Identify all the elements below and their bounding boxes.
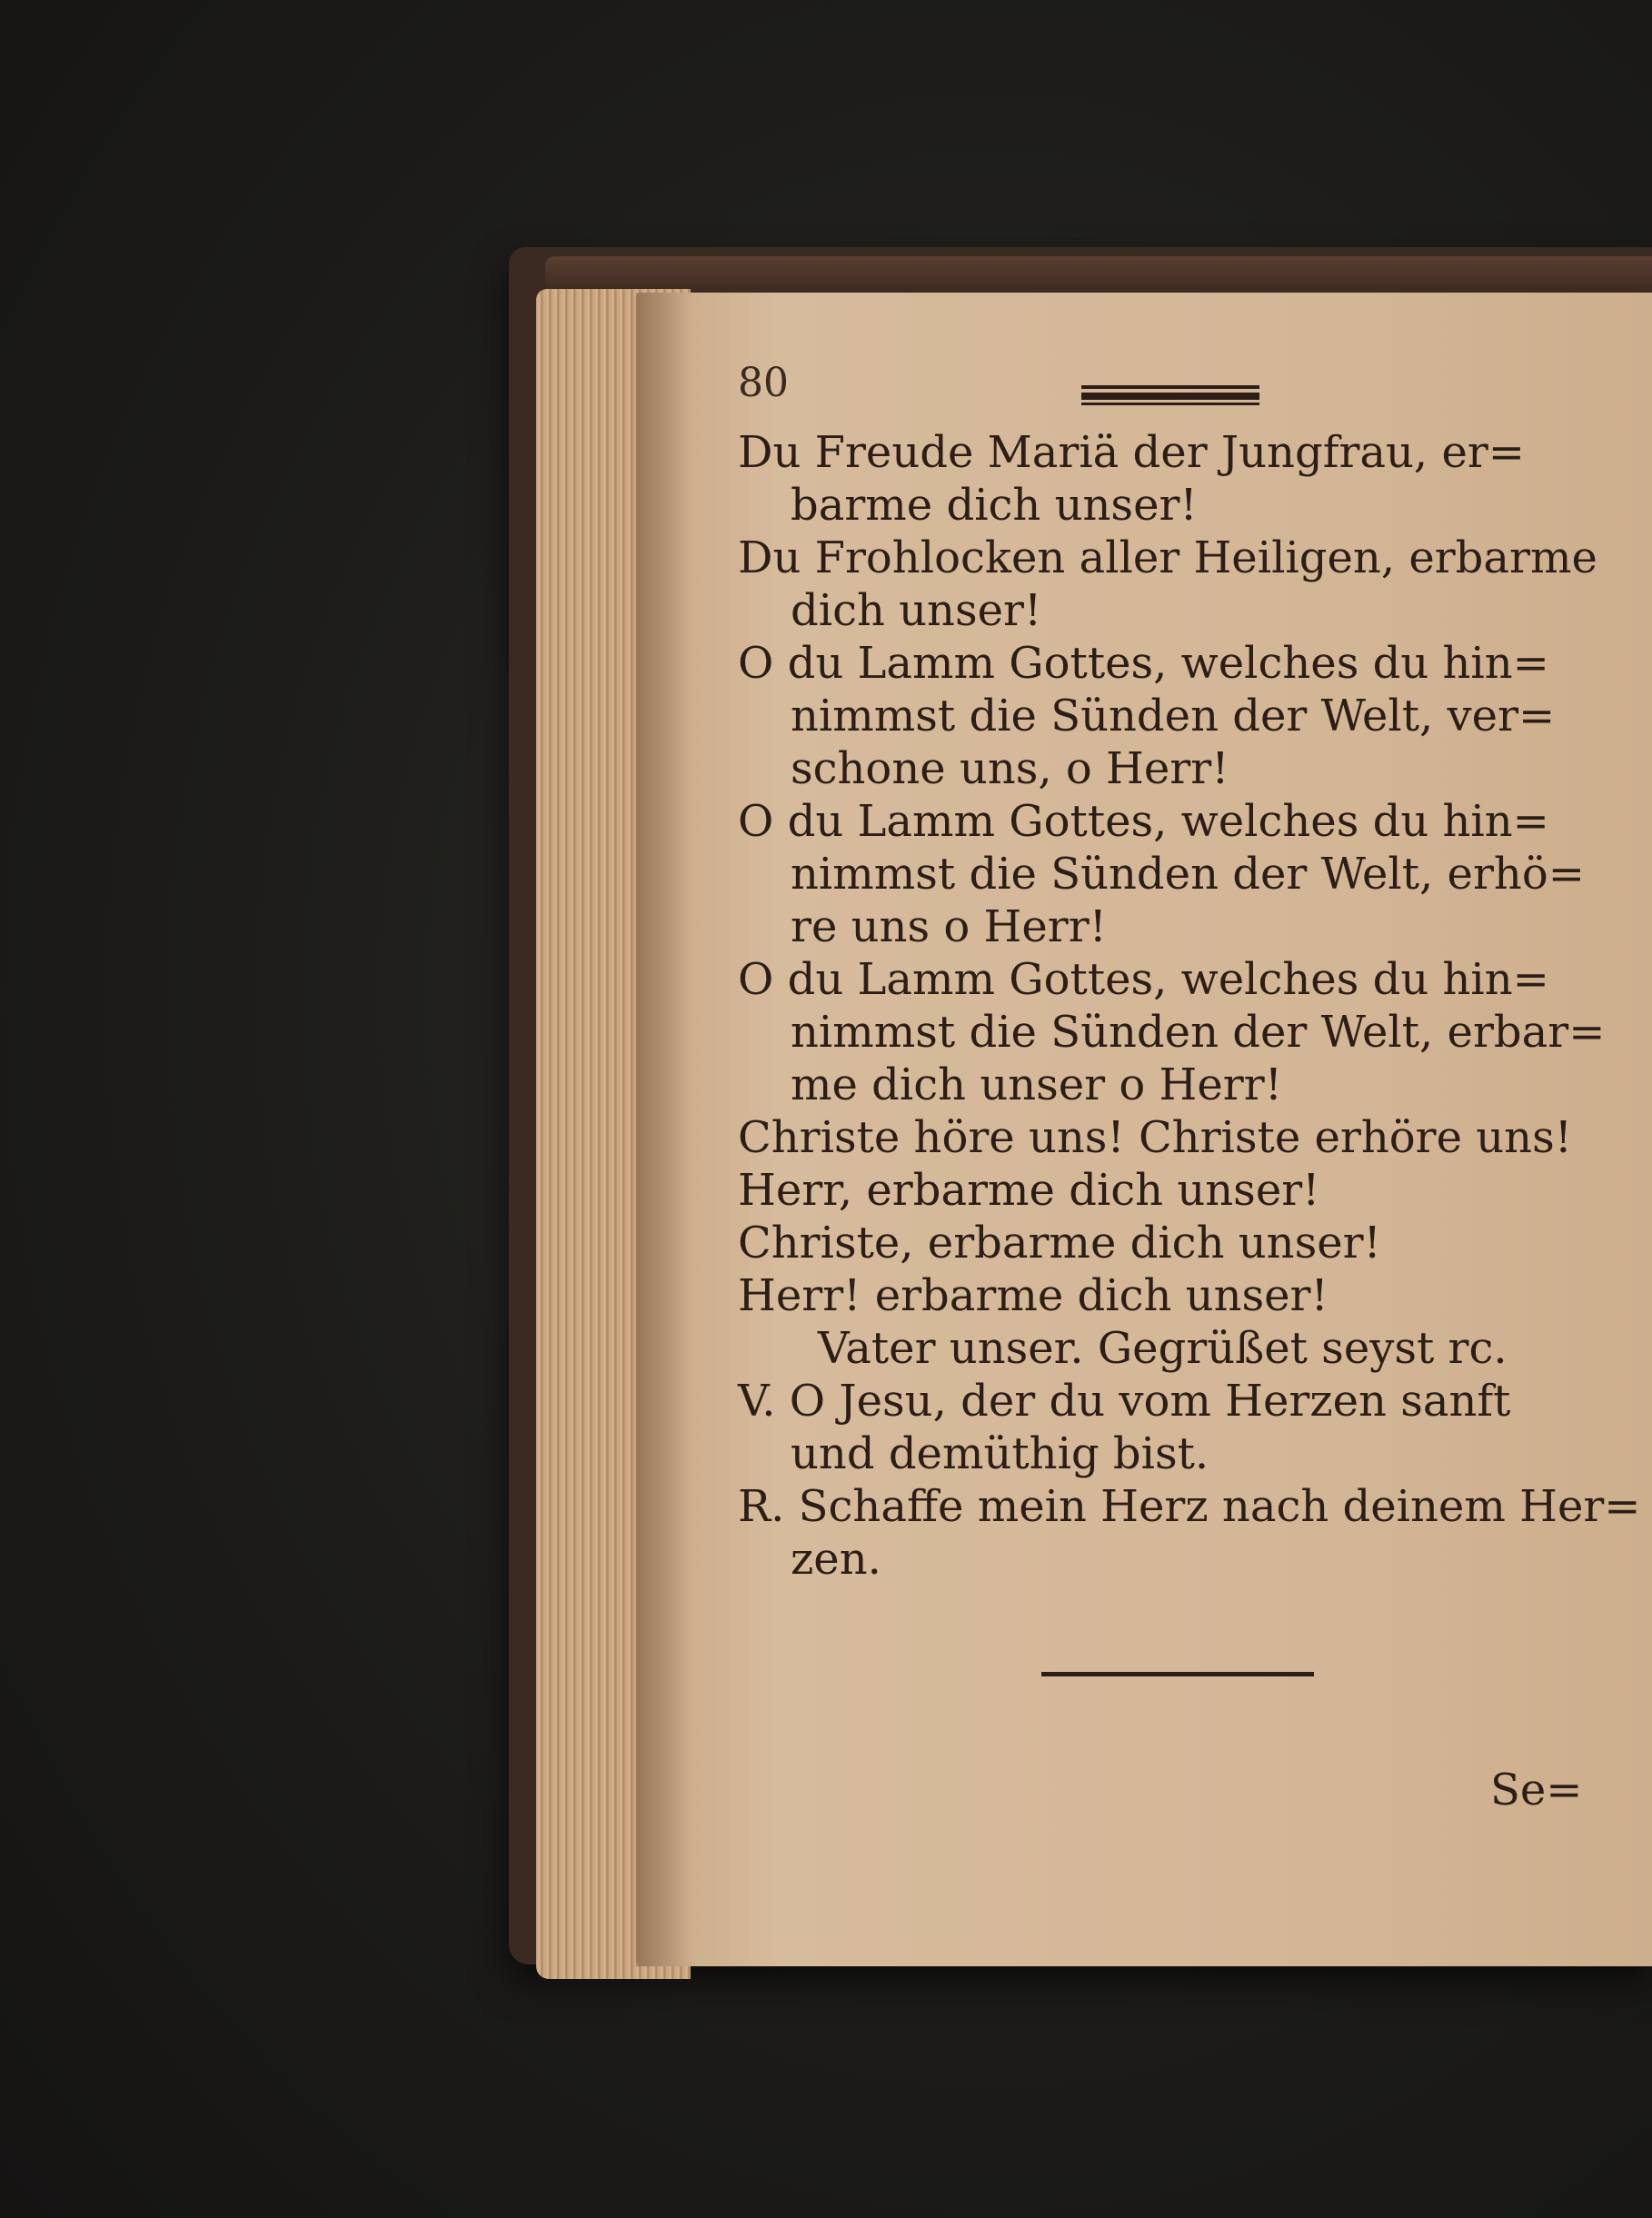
text-line: Christe höre uns! Christe erhöre uns!: [738, 1112, 1572, 1163]
text-line: barme dich unser!: [791, 480, 1198, 531]
text-line: und demüthig bist.: [791, 1428, 1209, 1479]
text-line: Christe, erbarme dich unser!: [738, 1218, 1381, 1268]
page-gutter-shadow: [636, 293, 691, 1966]
text-line: O du Lamm Gottes, welches du hin=: [738, 796, 1549, 847]
text-line: Du Frohlocken aller Heiligen, erbarme: [738, 532, 1597, 583]
header-ornament: [1081, 385, 1259, 405]
catchword: Se=: [1490, 1765, 1583, 1815]
text-line: Vater unser. Gegrüßet seyst rc.: [818, 1323, 1508, 1374]
text-line: O du Lamm Gottes, welches du hin=: [738, 954, 1549, 1005]
text-line: nimmst die Sünden der Welt, ver=: [791, 691, 1556, 741]
text-line: Du Freude Mariä der Jungfrau, er=: [738, 427, 1526, 478]
text-line: Herr, erbarme dich unser!: [738, 1165, 1320, 1216]
page-number: 80: [738, 360, 789, 406]
text-line: zen.: [791, 1534, 881, 1585]
text-line: me dich unser o Herr!: [791, 1059, 1282, 1110]
book-cover-top-edge: [545, 256, 1652, 293]
text-line: nimmst die Sünden der Welt, erhö=: [791, 849, 1585, 900]
text-line: V. O Jesu, der du vom Herzen sanft: [738, 1376, 1511, 1427]
text-line: nimmst die Sünden der Welt, erbar=: [791, 1007, 1606, 1058]
text-line: R. Schaffe mein Herz nach deinem Her=: [738, 1481, 1641, 1532]
section-rule: [1041, 1672, 1314, 1676]
text-line: Herr! erbarme dich unser!: [738, 1270, 1329, 1321]
text-line: O du Lamm Gottes, welches du hin=: [738, 638, 1549, 689]
text-line: schone uns, o Herr!: [791, 743, 1229, 794]
text-line: re uns o Herr!: [791, 901, 1107, 952]
text-line: dich unser!: [791, 585, 1042, 636]
